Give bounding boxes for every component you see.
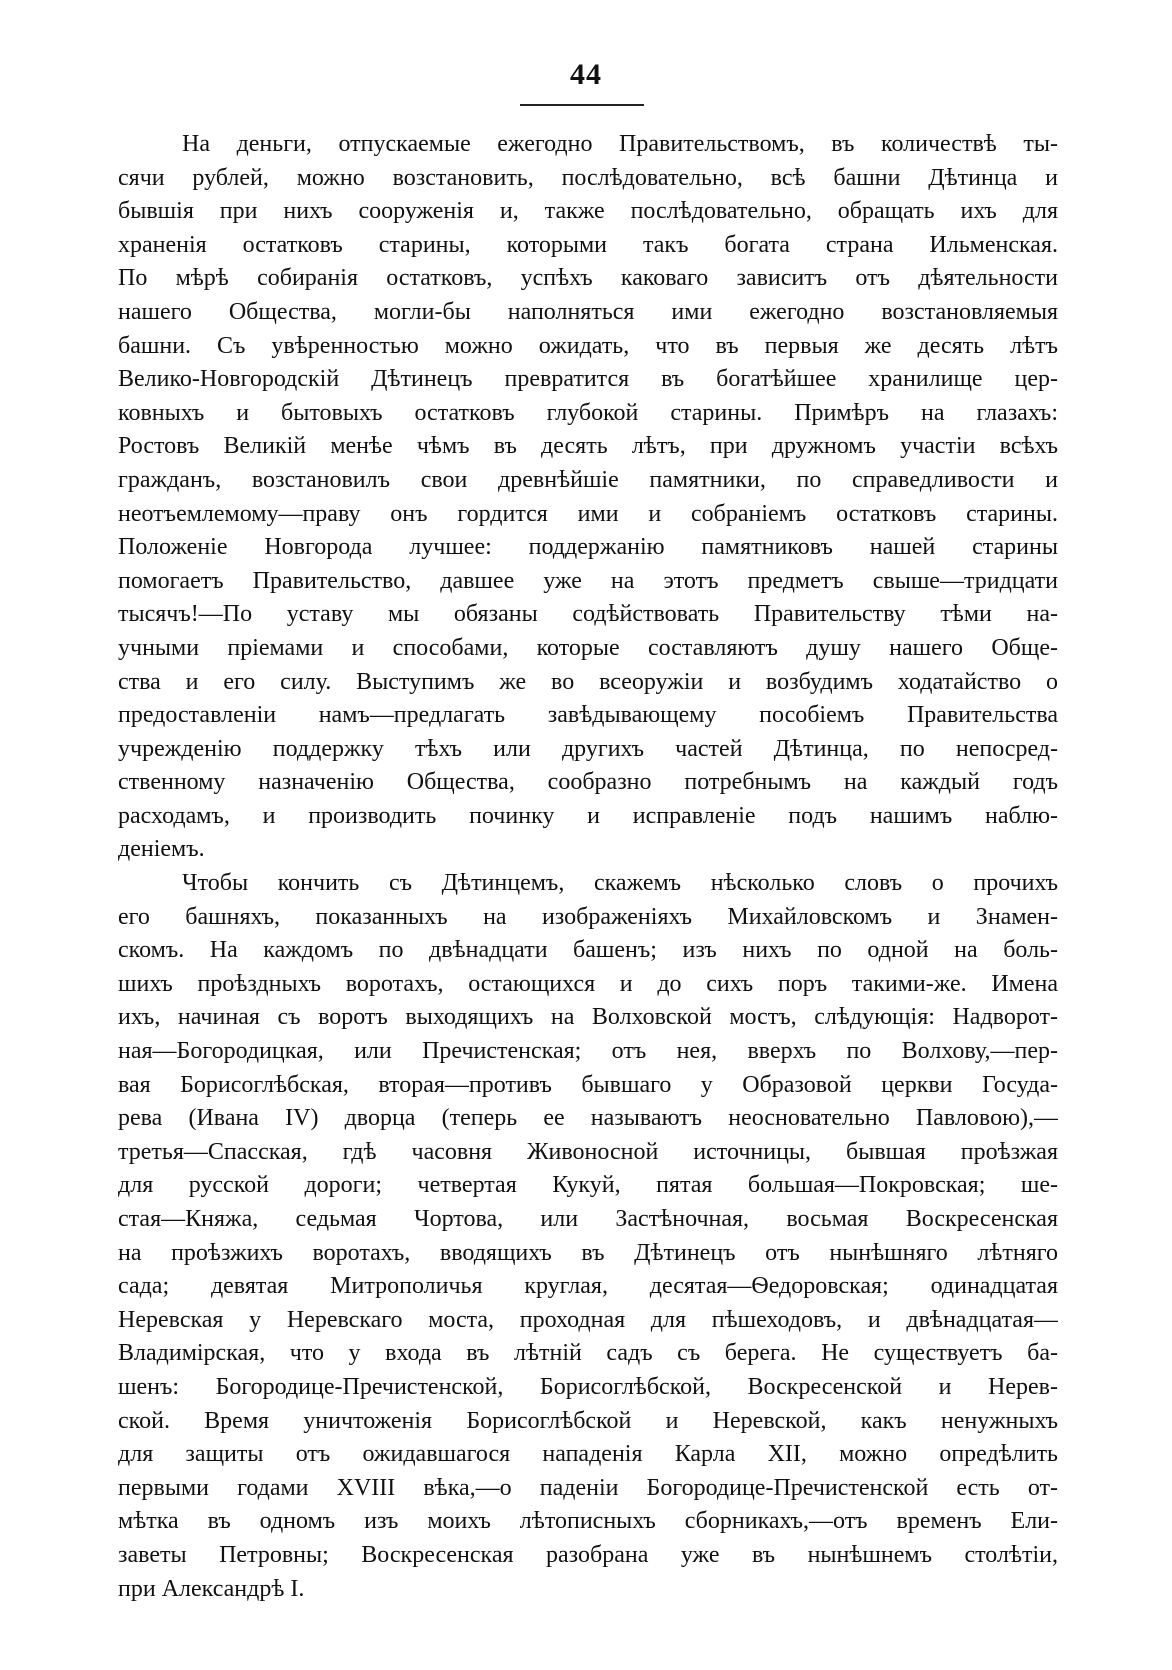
text-line: деніемъ. (118, 836, 205, 863)
text-line: заветы Петровны; Воскресенская разобрана уже въ нынѣшнемъ столѣтіи, (118, 1541, 1058, 1568)
text-line: Положеніе Новгорода лучшее: поддержанію памятниковъ нашей старины (118, 534, 1058, 561)
text-line: на проѣзжихъ воротахъ, вводящихъ въ Дѣтинецъ отъ нынѣшняго лѣтняго (118, 1239, 1058, 1266)
text-line: ихъ, начиная съ воротъ выходящихъ на Волховской мостъ, слѣдующія: Надворот- (118, 1004, 1058, 1031)
text-line: сада; девятая Митрополичья круглая, десятая—Ѳедоровская; одинадцатая (118, 1273, 1058, 1300)
text-line: скомъ. На каждомъ по двѣнадцати башенъ; изъ нихъ по одной на боль- (118, 937, 1058, 964)
text-line: для защиты отъ ожидавшагося нападенія Карла XII, можно опредѣлить (118, 1441, 1058, 1468)
page-number: 44 (570, 58, 602, 91)
text-line: тысячъ!—По уставу мы обязаны содѣйствовать Правительству тѣми на- (118, 601, 1058, 628)
text-line: его башняхъ, показанныхъ на изображеніяхъ Михайловскомъ и Знамен- (118, 903, 1058, 930)
text-line: при Александрѣ I. (118, 1575, 305, 1602)
text-line: вая Борисоглѣбская, вторая—противъ бывшаго у Образовой церкви Госуда- (118, 1071, 1058, 1098)
text-line: По мѣрѣ собиранія остатковъ, успѣхъ каковаго зависитъ отъ дѣятельности (118, 265, 1058, 292)
text-line: помогаетъ Правительство, давшее уже на этотъ предметъ свыше—тридцати (118, 567, 1058, 594)
text-line: ственному назначенію Общества, сообразно потребнымъ на каждый годъ (118, 769, 1058, 796)
text-line: сячи рублей, можно возстановить, послѣдовательно, всѣ башни Дѣтинца и (118, 164, 1058, 191)
text-line: мѣтка въ одномъ изъ моихъ лѣтописныхъ сборникахъ,—отъ временъ Ели- (118, 1508, 1058, 1535)
text-line: для русской дороги; четвертая Кукуй, пятая большая—Покровская; ше- (118, 1172, 1058, 1199)
text-line: храненія остатковъ старины, которыми такъ богата страна Ильменская. (118, 231, 1058, 258)
text-line: учрежденію поддержку тѣхъ или другихъ частей Дѣтинца, по непосред- (118, 735, 1058, 762)
paragraph-2 (118, 867, 1058, 1606)
header-rule (520, 104, 644, 106)
text-line: Владимірская, что у входа въ лѣтній садъ съ берега. Не существуетъ ба- (118, 1340, 1058, 1367)
text-line: стая—Княжа, седьмая Чортова, или Застѣночная, восьмая Воскресенская (118, 1206, 1058, 1232)
text-line: башни. Съ увѣренностью можно ожидать, что въ первыя же десять лѣтъ (118, 332, 1058, 359)
text-line: учными пріемами и способами, которые составляютъ душу нашего Обще- (118, 634, 1058, 661)
text-line: нашего Общества, могли-бы наполняться ими ежегодно возстановляемыя (118, 298, 1058, 325)
text-line: первыми годами XVIII вѣка,—о паденіи Богородице-Пречистенской есть от- (118, 1474, 1058, 1501)
text-line: ской. Время уничтоженія Борисоглѣбской и Неревской, какъ ненужныхъ (118, 1407, 1058, 1434)
text-line: шихъ проѣздныхъ воротахъ, остающихся и до сихъ поръ такими-же. Имена (118, 970, 1058, 997)
body-text (118, 128, 1058, 1606)
text-line: расходамъ, и производить починку и исправленіе подъ нашимъ наблю- (118, 802, 1058, 829)
text-line: рева (Ивана IV) дворца (теперь ее называютъ неосновательно Павловою),— (118, 1105, 1058, 1132)
paragraph-1 (118, 128, 1058, 867)
text-line: Велико-Новгородскій Дѣтинецъ превратится въ богатѣйшее хранилище цер- (118, 366, 1058, 393)
text-line: Неревская у Неревскаго моста, проходная для пѣшеходовъ, и двѣнадцатая— (118, 1306, 1058, 1333)
text-line: неотъемлемому—праву онъ гордится ими и собраніемъ остатковъ старины. (118, 500, 1058, 527)
text-line: шенъ: Богородице-Пречистенской, Борисоглѣбской, Воскресенской и Нерев- (118, 1373, 1058, 1400)
text-line: ства и его силу. Выступимъ же во всеоружіи и возбудимъ ходатайство о (118, 668, 1058, 695)
text-line: гражданъ, возстановилъ свои древнѣйшіе памятники, по справедливости и (118, 466, 1058, 493)
text-line: Ростовъ Великій менѣе чѣмъ въ десять лѣтъ, при дружномъ участіи всѣхъ (118, 433, 1058, 460)
text-line: ная—Богородицкая, или Пречистенская; отъ нея, вверхъ по Волхову,—пер- (118, 1038, 1058, 1065)
text-line: бывшія при нихъ сооруженія и, также послѣдовательно, обращать ихъ для (118, 198, 1058, 225)
text-line: третья—Спасская, гдѣ часовня Живоносной источницы, бывшая проѣзжая (118, 1138, 1058, 1165)
text-line: Чтобы кончить съ Дѣтинцемъ, скажемъ нѣсколько словъ о прочихъ (182, 870, 1058, 897)
text-line: ковныхъ и бытовыхъ остатковъ глубокой старины. Примѣръ на глазахъ: (118, 399, 1058, 426)
text-line: На деньги, отпускаемые ежегодно Правительствомъ, въ количествѣ ты- (182, 131, 1058, 157)
text-line: предоставленіи намъ—предлагать завѣдывающему пособіемъ Правительства (118, 702, 1058, 729)
